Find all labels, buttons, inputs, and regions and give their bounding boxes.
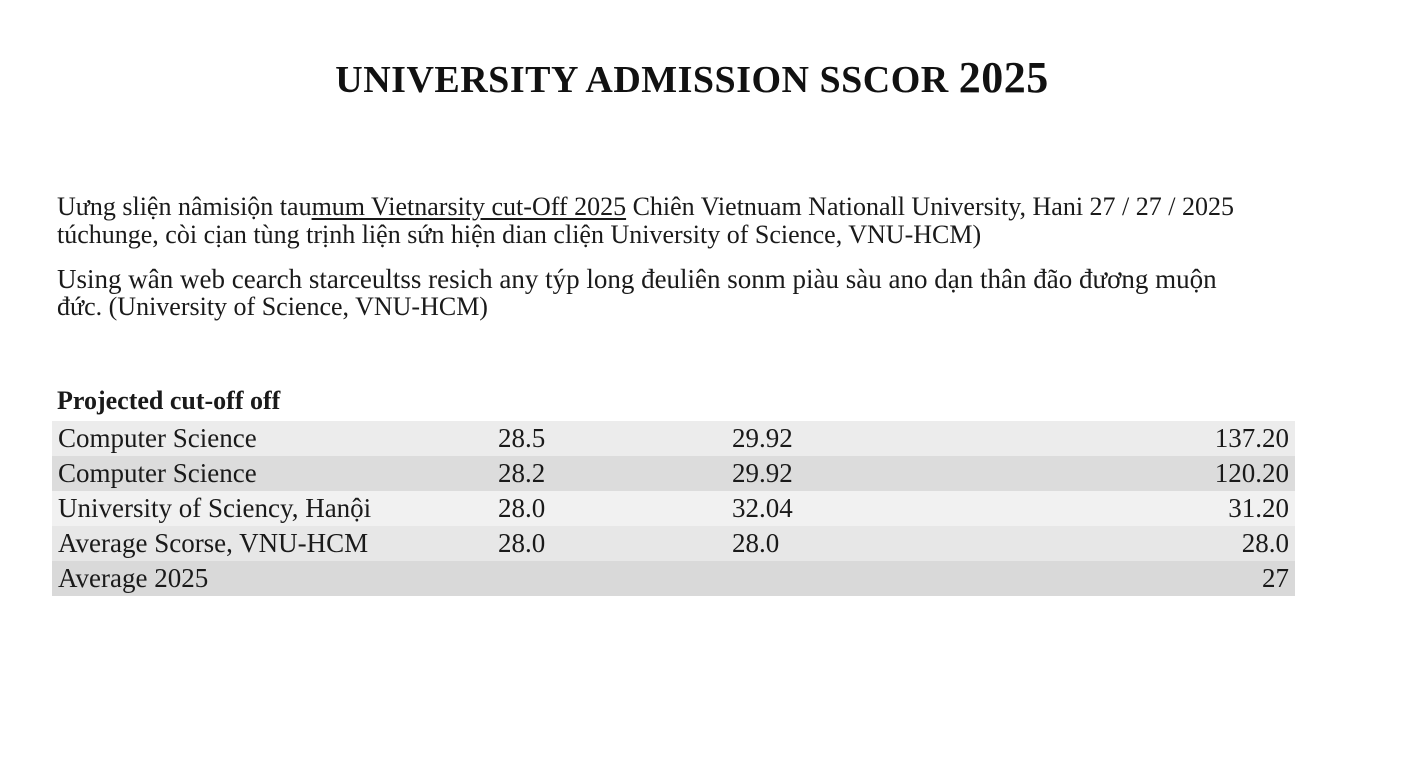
cutoff-table (52, 421, 1295, 596)
source-line-1: Using wân web cearch starceultss resich any týp long đeuliên sonm piàu sàu ano dạn thân đão đương muộn (57, 264, 1217, 294)
title-year: 2025 (958, 53, 1049, 102)
row-value-2: 32.04 (732, 493, 793, 523)
row-value-2: 28.0 (732, 528, 780, 558)
row-value-2: 29.92 (732, 423, 793, 453)
row-name: University of Sciency, Hanội (58, 493, 372, 523)
table-row (52, 421, 1295, 456)
row-value-1: 28.0 (498, 528, 546, 558)
intro-line-2: túchunge, còi cịan tùng trịnh liện sứn hiện dian cliện University of Science, VNU-HCM) (57, 220, 982, 249)
table-row (52, 526, 1295, 561)
table-row (52, 561, 1295, 596)
table-caption: Projected cut-off off (57, 386, 281, 415)
row-value-1: 28.5 (498, 423, 546, 453)
intro-line-1 (57, 193, 1307, 221)
source-paragraph (57, 265, 1307, 321)
table-row (52, 491, 1295, 526)
intro-underlined-link[interactable]: mum Vietnarsity cut-Off 2025 (311, 192, 627, 221)
row-value-3: 120.20 (1214, 458, 1289, 488)
row-value-3: 137.20 (1214, 423, 1289, 453)
row-value-3: 27 (1262, 563, 1289, 593)
row-value-1: 28.0 (498, 493, 546, 523)
intro-paragraph (57, 193, 1307, 249)
title-main: UNIVERSITY ADMISSION SSCOR (335, 59, 949, 101)
row-value-2: 29.92 (732, 458, 793, 488)
row-value-1: 28.2 (498, 458, 546, 488)
row-value-3: 31.20 (1228, 493, 1289, 523)
row-name: Computer Science (58, 423, 257, 453)
row-value-3: 28.0 (1241, 528, 1289, 558)
row-name: Average Scorse, VNU-HCM (58, 528, 369, 558)
source-line-2: đức. (University of Science, VNU-HCM) (57, 292, 488, 321)
row-name: Computer Science (58, 458, 257, 488)
row-name: Average 2025 (58, 563, 209, 593)
intro-line-1-prefix: Uưng sliện nâmisiộn tau (57, 192, 312, 221)
page-title (0, 52, 1384, 103)
intro-line-1-suffix: Chiên Vietnuam Nationall University, Hani 27 / 27 / 2025 (626, 192, 1234, 221)
table-row (52, 456, 1295, 491)
